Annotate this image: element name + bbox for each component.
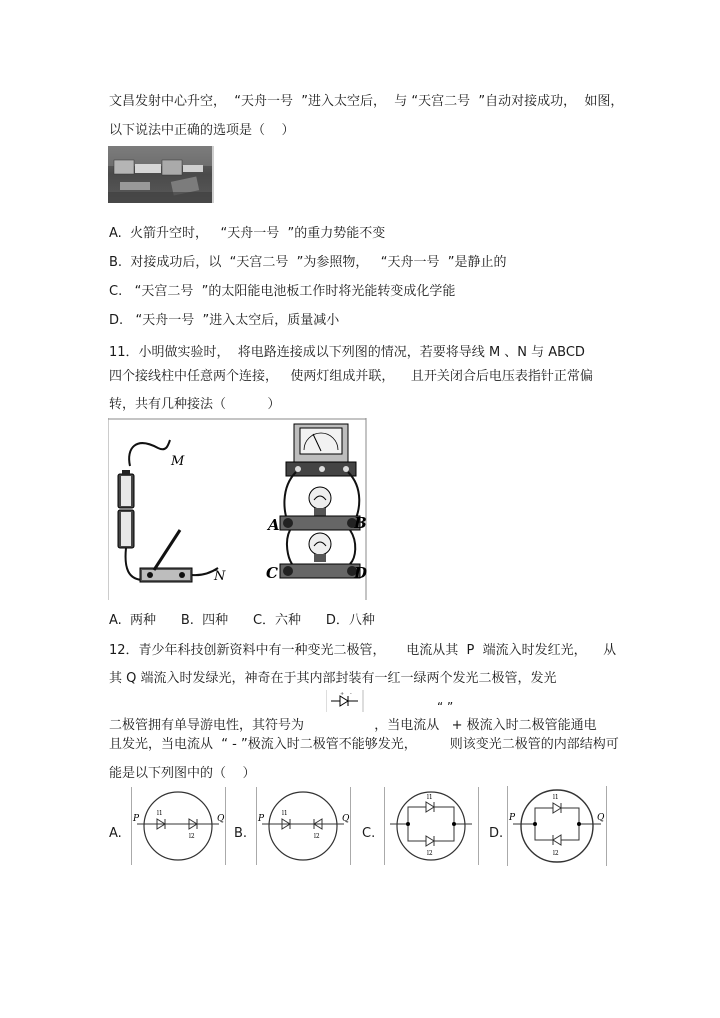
choice-label-c: C. (362, 826, 376, 841)
label-l2: l2 (314, 833, 320, 840)
label-l2: l2 (553, 850, 559, 857)
q10-option-a: A. 火箭升空时， “天舟一号 ”的重力势能不变 (109, 226, 386, 241)
label-l1: l1 (427, 794, 433, 801)
diagram-d (507, 786, 607, 866)
q11-options: A. 两种 B. 四种 C．六种 D．八种 (109, 613, 375, 628)
label-m: M (171, 454, 185, 469)
terminal-q: Q (597, 813, 605, 823)
label-a: A (268, 516, 280, 534)
q12-line5: 能是以下列图中的（ ） (109, 766, 256, 781)
label-b: B (354, 514, 367, 532)
choice-label-d: D. (489, 826, 504, 841)
label-d: D (354, 564, 367, 582)
terminal-p: P (509, 813, 516, 823)
q12-line2: 其 Q 端流入时发绿光，神奇在于其内部封装有一红一绿两个发光二极管，发光 (109, 671, 557, 686)
choice-label-a: A. (109, 826, 122, 841)
q12-quote-marks: “ ” (437, 700, 454, 714)
terminal-p: P (133, 814, 140, 824)
label-c: C (266, 564, 278, 582)
q10-option-b: B. 对接成功后，以 “天宫二号 ”为参照物， “天舟一号 ”是静止的 (109, 255, 507, 270)
diagram-a (131, 787, 226, 865)
label-l2: l2 (427, 850, 433, 857)
svg-text:+: + (340, 691, 345, 697)
label-l2: l2 (189, 833, 195, 840)
terminal-q: Q (217, 814, 225, 824)
terminal-q: Q (342, 814, 350, 824)
q10-intro-line1: 文昌发射中心升空， “天舟一号 ”进入太空后， 与 “天宫二号 ”自动对接成功， 如图， (109, 94, 624, 109)
q12-line4: 且发光，当电流从 “ - ”极流入时二极管不能够发光， 则该变光二极管的内部结构可 (109, 737, 619, 752)
q12-line1: 12．青少年科技创新资料中有一种变光二极管， 电流从其 P 端流入时发红光， 从 (109, 643, 617, 658)
q10-option-d: D. “天舟一号 ”进入太空后，质量减小 (109, 313, 340, 328)
label-l1: l1 (157, 810, 163, 817)
q11-line1: 11．小明做实验时， 将电路连接成以下列图的情况，若要将导线 M 、N 与 ABCD (109, 345, 585, 360)
spacecraft-photo (108, 146, 214, 203)
diagram-b (256, 787, 351, 865)
q11-line3: 转，共有几种接法（ ） (109, 397, 281, 412)
q11-line2: 四个接线柱中任意两个连接， 使两灯组成并联， 且开关闭合后电压表指针正常偏 (109, 369, 593, 384)
q11-circuit-figure (108, 418, 367, 600)
diagram-c (384, 787, 479, 865)
diode-symbol-icon (326, 690, 364, 712)
terminal-p: P (258, 814, 265, 824)
label-l1: l1 (282, 810, 288, 817)
label-n: N (214, 569, 226, 584)
label-l1: l1 (553, 794, 559, 801)
svg-text:-: - (350, 691, 352, 697)
q10-option-c: C. “天宫二号 ”的太阳能电池板工作时将光能转变成化学能 (109, 284, 456, 299)
choice-label-b: B. (234, 826, 248, 841)
q12-line3: 二极管拥有单导游电性，其符号为 ，当电流从 + 极流入时二极管能通电 (109, 718, 597, 733)
q10-intro-line2: 以下说法中正确的选项是（ ） (109, 123, 295, 138)
